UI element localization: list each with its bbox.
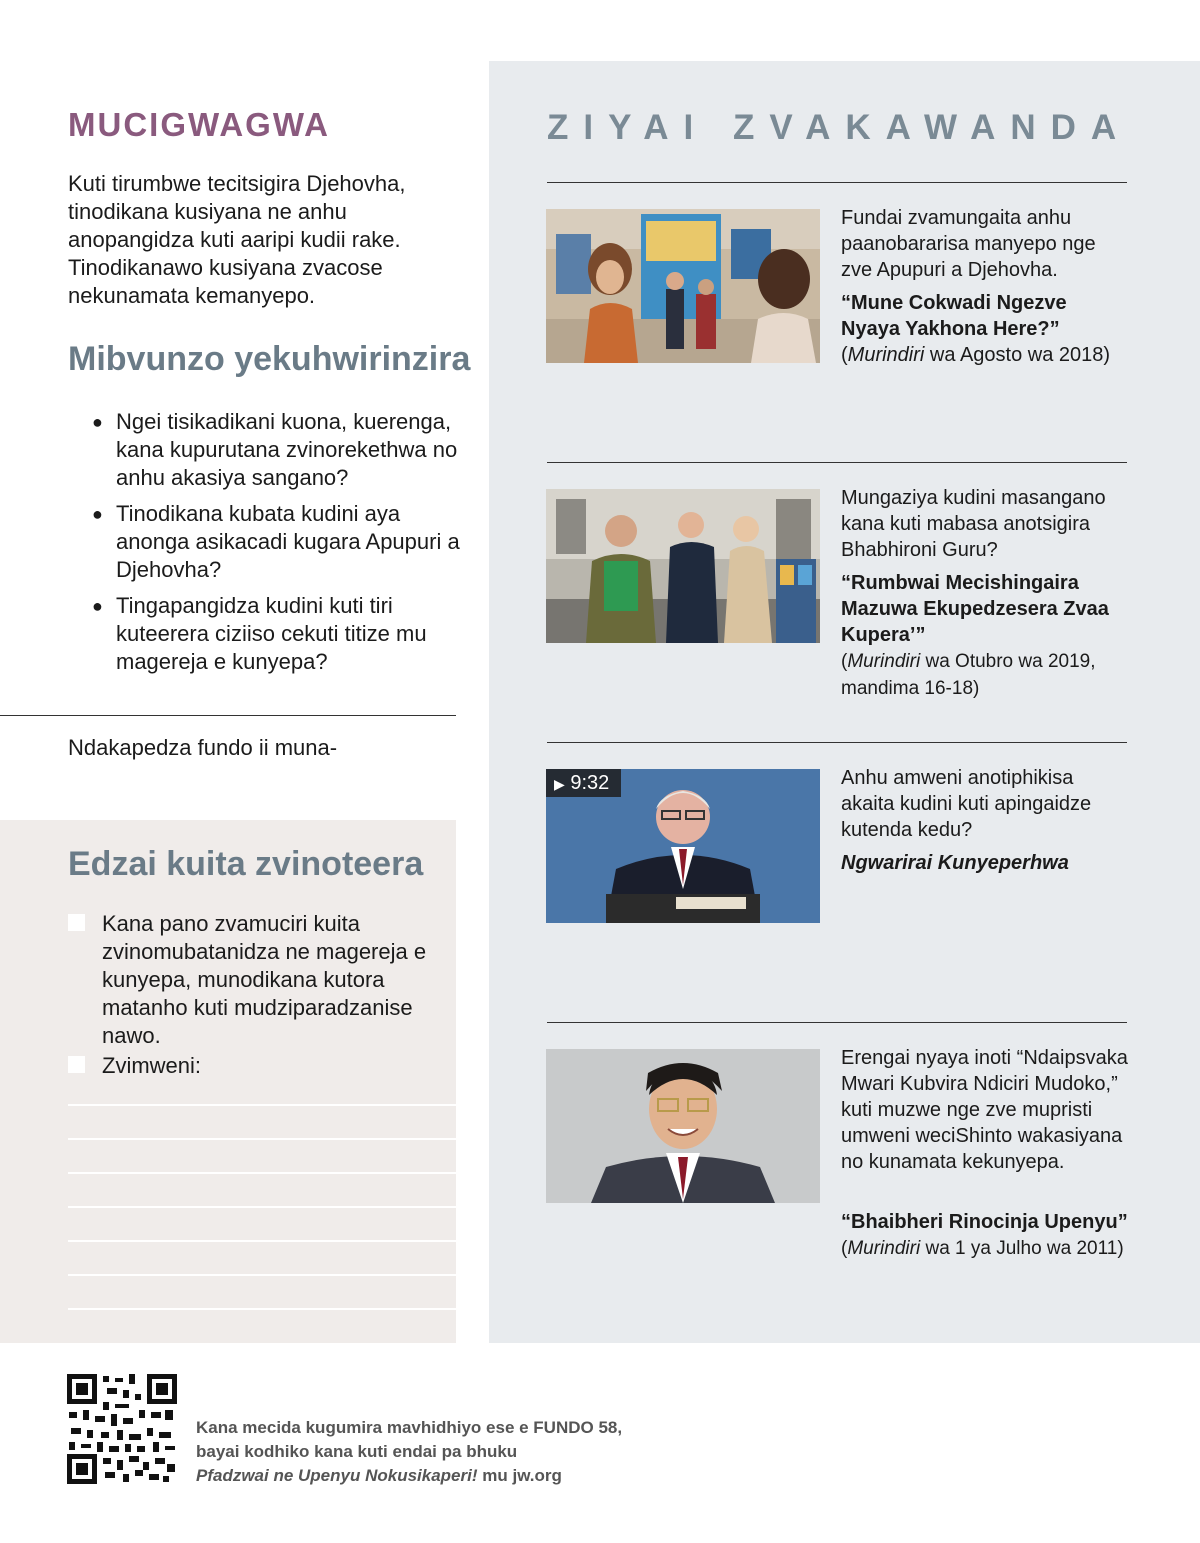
writing-line (68, 1172, 456, 1174)
question-item (90, 592, 460, 676)
cart-witnessing-image[interactable] (546, 489, 820, 643)
checklist-text: Kana pano zvamuciri kuita zvinomubatanidza ne magereja e kunyepa, munodikana kutora matanho kuti mudziparadzanise nawo. (102, 911, 427, 1048)
publication-issue: wa Otubro wa 2019, mandima 16-18) (841, 651, 1096, 699)
question-item (90, 500, 460, 584)
publication-name: Murindiri (847, 651, 921, 672)
question-text: Tingapangidza kudini kuti tiri kuteerera ciziiso cekuti titize mu magereja e kunyepa? (116, 593, 427, 674)
video-duration: 9:32 (570, 772, 610, 794)
question-text: Ngei tisikadikani kuona, kuerenga, kana kupurutana zvinorekethwa no anhu akasiya sangano? (116, 409, 458, 490)
qr-code[interactable] (67, 1374, 177, 1484)
item-divider (547, 742, 1127, 743)
play-icon: ▶ (554, 776, 565, 792)
item-description: Fundai zvamungaita anhu paanobararisa manyepo nge zve Apupuri a Djehovha. (841, 207, 1096, 281)
footer-line-2: bayai kodhiko kana kuti endai pa bhuku (196, 1442, 518, 1461)
writing-line (68, 1104, 456, 1106)
question-item (90, 408, 460, 492)
video-title-link[interactable]: Ngwarirai Kunyeperhwa (841, 852, 1069, 874)
footer-line-1: Kana mecida kugumira mavhidhiyo ese e FUNDO 58, (196, 1418, 623, 1437)
bullet-icon: ● (92, 412, 103, 432)
checklist-text: Zvimweni: (102, 1053, 202, 1078)
item-description: Erengai nyaya inoti “Ndaipsvaka Mwari Kubvira Ndiciri Mudoko,” kuti muzwe nge zve mupristi umweni weciShinto wakasiyana no kunamata kekunyepa. (841, 1047, 1128, 1173)
item-description: Mungaziya kudini masangano kana kuti mabasa anotsigira Bhabhironi Guru? (841, 487, 1106, 561)
review-questions-list (90, 408, 460, 684)
writing-line (68, 1308, 456, 1310)
summary-heading: MUCIGWAGWA (68, 106, 330, 143)
action-heading: Edzai kuita zvinoteera (68, 845, 424, 883)
publication-name: Murindiri (847, 344, 925, 366)
summary-text: Kuti tirumbwe tecitsigira Djehovha, tinodikana kusiyana ne anhu anopangidza kuti aaripi kudii rake. Tinodikanawo kusiyana zvacose nekunamata kemanyepo. (68, 171, 406, 308)
publication-name: Murindiri (847, 1238, 921, 1259)
checklist-item (68, 910, 448, 1050)
writing-line (68, 1240, 456, 1242)
checklist-item (68, 1052, 448, 1080)
item-description: Anhu amweni anotiphikisa akaita kudini kuti apingaidze kutenda kedu? (841, 767, 1092, 841)
review-questions-heading: Mibvunzo yekuhwirinzira (68, 340, 471, 378)
writing-line (68, 1274, 456, 1276)
writing-line (68, 1206, 456, 1208)
question-text: Tinodikana kubata kudini aya anonga asikacadi kugara Apupuri a Djehovha? (116, 501, 460, 582)
video-duration-badge (546, 769, 621, 797)
item-divider (547, 1022, 1127, 1023)
portrait-image[interactable] (546, 1049, 820, 1203)
article-title-link[interactable]: “Mune Cokwadi Ngezve Nyaya Yakhona Here?” (Murindiri wa Agosto wa 2018) (841, 292, 1111, 366)
article-title-link[interactable]: “Bhaibheri Rinocinja Upenyu” (Murindiri wa 1 ya Julho wa 2011) (841, 1211, 1128, 1259)
completion-date-prompt: Ndakapedza fundo ii muna- (68, 735, 338, 760)
item-divider (547, 462, 1127, 463)
section-divider (0, 715, 456, 716)
publication-issue: wa 1 ya Julho wa 2011) (925, 1238, 1124, 1259)
checkbox[interactable] (68, 1056, 85, 1073)
article-title-link[interactable]: “Rumbwai Mecishingaira Mazuwa Ekupedzesera Zvaa Kupera’” (Murindiri wa Otubro wa 2019, mandima 16-18) (841, 572, 1109, 699)
publication-issue: wa Agosto wa 2018) (929, 344, 1111, 366)
bullet-icon: ● (92, 596, 103, 616)
website-text: mu jw.org (482, 1466, 562, 1485)
writing-line (68, 1138, 456, 1140)
item-divider (547, 182, 1127, 183)
book-title: Pfadzwai ne Upenyu Nokusikaperi! (196, 1466, 478, 1485)
shopping-mall-image[interactable] (546, 209, 820, 363)
footer-text (196, 1416, 716, 1488)
explore-heading: ZIYAI ZVAKAWANDA (547, 108, 1132, 147)
action-box (0, 820, 456, 1343)
bullet-icon: ● (92, 504, 103, 524)
checkbox[interactable] (68, 914, 85, 931)
